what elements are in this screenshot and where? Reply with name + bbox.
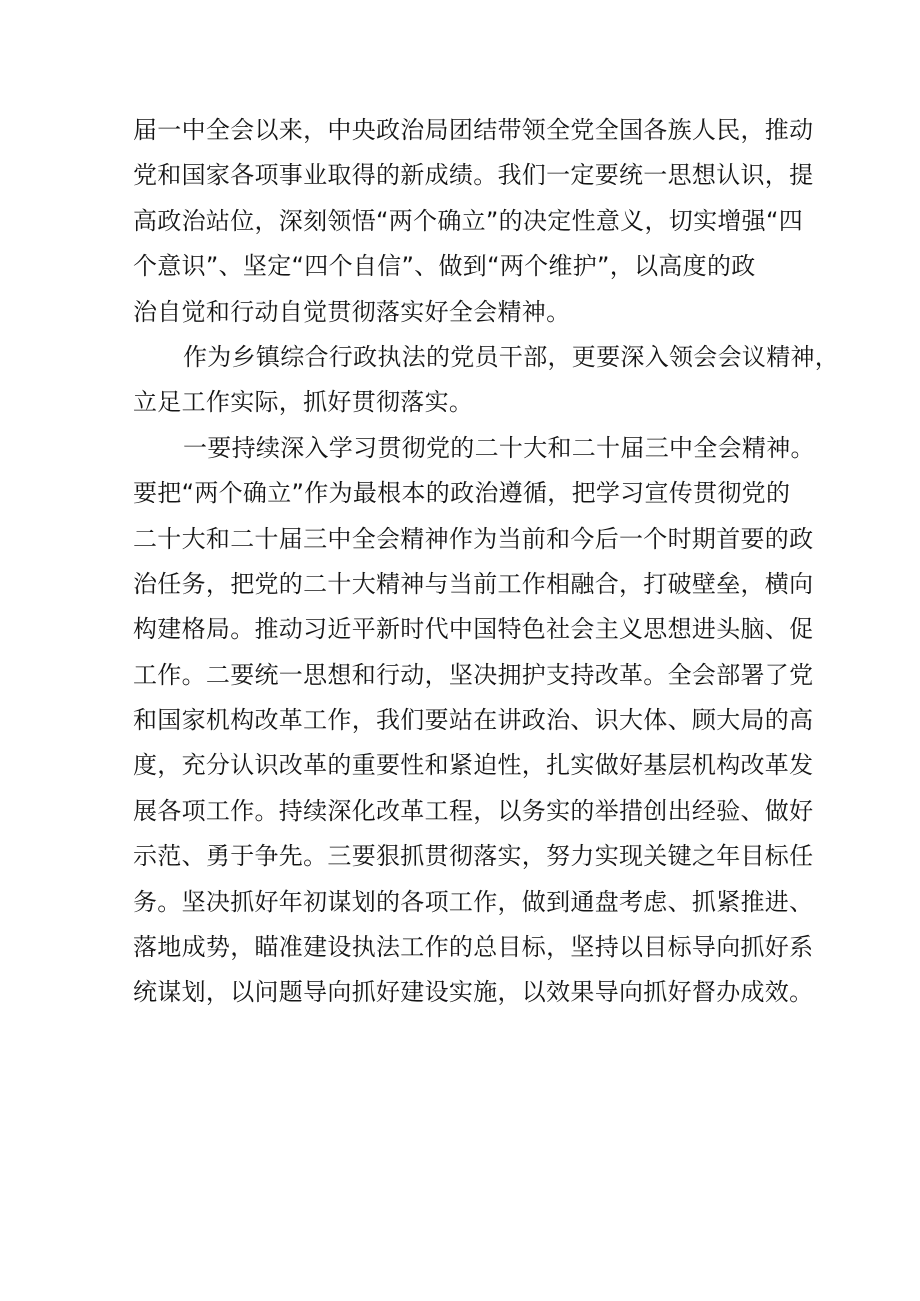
paragraph-line: 党和国家各项事业取得的新成绩。我们一定要统一思想认识，提 — [133, 161, 814, 190]
paragraph-line: 高政治站位，深刻领悟“两个确立”的决定性意义，切实增强“四 — [133, 206, 803, 235]
paragraph-line: 治任务，把党的二十大精神与当前工作相融合，打破壁垒，横向 — [133, 569, 814, 598]
paragraph-line: 落地成势，瞄准建设执法工作的总目标，坚持以目标导向抓好系 — [133, 933, 814, 962]
paragraph-1 — [133, 108, 813, 335]
paragraph-line: 务。坚决抓好年初谋划的各项工作，做到通盘考虑、抓紧推进、 — [133, 887, 814, 916]
paragraph-2 — [133, 335, 840, 426]
paragraph-line: 度，充分认识改革的重要性和紧迫性，扎实做好基层机构改革发 — [133, 751, 814, 780]
document-body — [133, 108, 840, 1016]
paragraph-line: 要把“两个确立”作为最根本的政治遵循，把学习宣传贯彻党的 — [133, 479, 791, 508]
paragraph-3 — [133, 426, 813, 1016]
paragraph-line: 工作。二要统一思想和行动，坚决拥护支持改革。全会部署了党 — [133, 660, 814, 689]
paragraph-line: 展各项工作。持续深化改革工程，以务实的举措创出经验、做好 — [133, 796, 814, 825]
paragraph-line: 二十大和二十届三中全会精神作为当前和今后一个时期首要的政 — [133, 524, 814, 553]
paragraph-line: 个意识”、坚定“四个自信”、做到“两个维护”，以高度的政 — [133, 252, 756, 281]
paragraph-line: 一要持续深入学习贯彻党的二十大和二十届三中全会精神。 — [183, 433, 815, 462]
paragraph-line: 和国家机构改革工作，我们要站在讲政治、识大体、顾大局的高 — [133, 706, 814, 735]
paragraph-line: 立足工作实际，抓好贯彻落实。 — [133, 388, 474, 417]
paragraph-line: 届一中全会以来，中央政治局团结带领全党全国各族人民，推动 — [133, 116, 814, 144]
paragraph-line: 治自觉和行动自觉贯彻落实好全会精神。 — [133, 297, 571, 326]
paragraph-line: 构建格局。推动习近平新时代中国特色社会主义思想进头脑、促 — [133, 615, 814, 644]
paragraph-line: 统谋划，以问题导向抓好建设实施，以效果导向抓好督办成效。 — [133, 978, 814, 1007]
paragraph-line: 作为乡镇综合行政执法的党员干部，更要深入领会会议精神， — [183, 342, 840, 371]
paragraph-line: 示范、勇于争先。三要狠抓贯彻落实，努力实现关键之年目标任 — [133, 842, 814, 871]
